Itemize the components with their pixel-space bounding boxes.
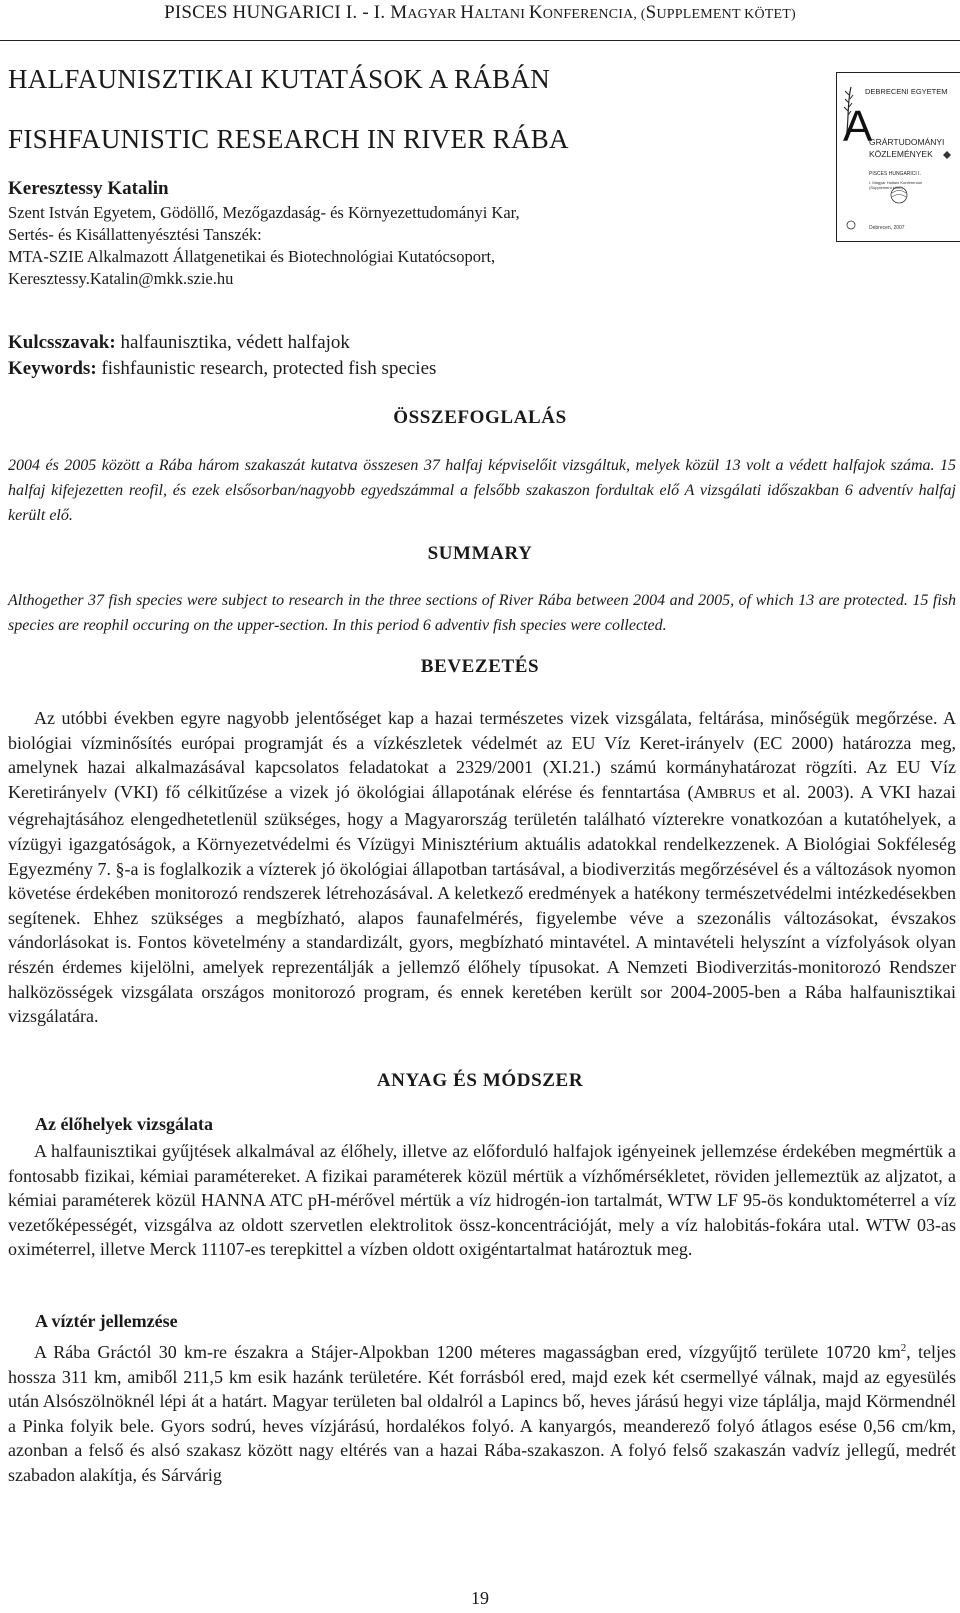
abstract-english: Althogether 37 fish species were subject to research in the three sections of River Rába between 2004 and 2005, of which 13 are protected. 15 fish species are reophil occuring on the upper-section. In this period 6 adventiv fish species were collected. xyxy=(8,592,956,634)
cover-initial-letter: A xyxy=(843,102,873,151)
cover-journal-line1: GRÁRTUDOMÁNYI xyxy=(869,137,945,147)
subheading-vizter: A víztér jellemzése xyxy=(35,1311,178,1331)
subheading-elohelyek: Az élőhelyek vizsgálata xyxy=(35,1114,213,1134)
keywords-hungarian: Kulcsszavak: halfaunisztika, védett halfajok xyxy=(8,332,350,353)
paragraph-elohelyek: A halfaunisztikai gyűjtések alkalmával az élőhely, illetve az előforduló halfajok igényeinek jellemzése érdekében megmértük a fontosabb fizikai, kémiai paramétereket. A fizikai paraméterek közül mértük a vízhőmérsékletet, röviden jellemeztük az aljzatot, a kémiai paraméterek közül HANNA ATC pH-mérővel mértük a víz hidrogén-ion tartalmát, WTW LF 95-ös konduktométerrel a víz vezetőképességét, vizsgálva az oldott szervetlen elektrolitok össz-koncentrációját, mely a víz halobitás-fokára utal. WTW 03-as oximéterrel, illetve Merck 11107-es terepkittel a vízben oldott oxigéntartalmat határoztuk meg. xyxy=(8,1141,956,1260)
affiliation-line: Sertés- és Kisállattenyésztési Tanszék: xyxy=(8,225,262,244)
running-head: PISCES HUNGARICI I. - I. MAGYAR HALTANI KONFERENCIA, (SUPPLEMENT KÖTET) xyxy=(164,2,796,23)
page-number: 19 xyxy=(471,1588,489,1608)
cover-journal-line2: KÖZLEMÉNYEK xyxy=(869,149,933,159)
paragraph-bevezetes: Az utóbbi években egyre nagyobb jelentőséget kap a hazai természetes vizek vizsgálata, feltárása, minőségük megőrzése. A biológiai vízminősítés európai programját és a vízkészletek védelmét az EU Víz Keret-irányelv (EC 2000) határozza meg, amelynek hazai alkalmazásával kapcsolatos feladatokat a 2329/2001 (XI.21.) számú kormányhatározat rögzíti. Az EU Víz Keretirányelv (VKI) fő célkitűzése a vizek jó ökológiai állapotának elérése és fenntartása (AMBRUS et al. 2003). A VKI hazai végrehajtásához elengedhetetlenül szükséges, hogy a Magyarország területén található vízterekre vonatkozóan a kutatóhelyek, a vízügyi igazgatóságok, a Környezetvédelmi és Vízügyi Minisztérium aktuális adatokkal rendelkezzenek. A Biológiai Sokféleség Egyezmény 7. §-a is foglalkozik a vízterek jó ökológiai állapotban tartásával, a biodiverzitás megőrzésével és a változások nyomon követése érdekében monitorozó rendszerek létrehozásával. A keletkező eredmények a hatékony természetvédelmi intézkedésekben segítenek. Ehhez szükséges a megbízható, alapos faunafelmérés, figyelembe véve a szezonális változásokat, évszakos vándorlásokat is. Fontos követelmény a standardizált, gyors, megbízható mintavétel. A mintavételi helyszínt a vízfolyások olyan részén érdemes kijelölni, amelyek reprezentálják a jellemző élőhely típusokat. A Nemzeti Biodiverzitás-monitorozó Rendszer halközösségek vizsgálata országos monitorozó program, és ennek keretében került sor 2004-2005-ben a Rába halfaunisztikai vizsgálatára. xyxy=(8,708,957,1027)
paragraph-vizter: A Rába Gráctól 30 km-re északra a Stájer-Alpokban 1200 méteres magasságban ered, vízgyűjtő területe 10720 $km^2$, teljes hossza 311 km, amiből 211,5 km esik hazánk területére. Két forrásból ered, majd ezek két csermellyé válnak, majd az egyesülés után Alsószölnöknél lépi át a határt. Magyar területen bal oldalról a Lapincs bő, heves járású hegyi vize táplálja, majd Körmendnél a Pinka folyik bele. Gyors sodrú, heves vízjárású, hordalékos folyó. A kanyargós, meanderező folyó átlagos esése 0,56 cm/km, azonban a felső és alsó szakasz között nagy eltérés van a hazai Rába-szakaszon. A folyó felső szakaszán vadvíz jellegű, medrét szabadon alakítja, és Sárvárig xyxy=(8,1342,956,1485)
affiliation-line: Szent István Egyetem, Gödöllő, Mezőgazdaság- és Környezettudományi Kar, xyxy=(8,203,520,222)
cover-series: PISCES HUNGARICI I. xyxy=(869,171,921,177)
title-english: FISHFAUNISTIC RESEARCH IN RIVER RÁBA xyxy=(8,124,569,154)
heading-bevezetes: BEVEZETÉS xyxy=(420,656,540,677)
header-rule xyxy=(0,40,960,41)
heading-summary: SUMMARY xyxy=(427,543,533,564)
heading-anyag-es-modszer: ANYAG ÉS MÓDSZER xyxy=(376,1070,584,1091)
author-email: Keresztessy.Katalin@mkk.szie.hu xyxy=(8,269,234,288)
affiliation-line: MTA-SZIE Alkalmazott Állatgenetikai és Biotechnológiai Kutatócsoport, xyxy=(8,247,496,266)
keywords-english: Keywords: fishfaunistic research, protected fish species xyxy=(8,358,437,379)
abstract-hungarian: 2004 és 2005 között a Rába három szakaszát kutatva összesen 37 halfaj képviselőit vizsgáltuk, melyek közül 13 volt a védett halfajok száma. 15 halfaj kifejezetten reofil, és ezek elsősorban/nagyobb egyedszámmal a felsőbb szakaszon fordultak elő A vizsgálati időszakban 6 adventív halfaj került elő. xyxy=(8,457,956,524)
journal-cover-thumbnail xyxy=(836,72,960,242)
title-hungarian: HALFAUNISZTIKAI KUTATÁSOK A RÁBÁN xyxy=(8,64,550,94)
cover-conference: I. Magyar Haltani Konferencia (Supplement kötet) xyxy=(869,180,922,190)
heading-osszefoglalas: ÖSSZEFOGLALÁS xyxy=(393,407,567,428)
cover-publisher: DEBRECENI EGYETEM xyxy=(865,87,948,96)
author-name: Keresztessy Katalin xyxy=(8,178,169,199)
cover-city-year: Debrecen, 2007 xyxy=(869,225,905,231)
